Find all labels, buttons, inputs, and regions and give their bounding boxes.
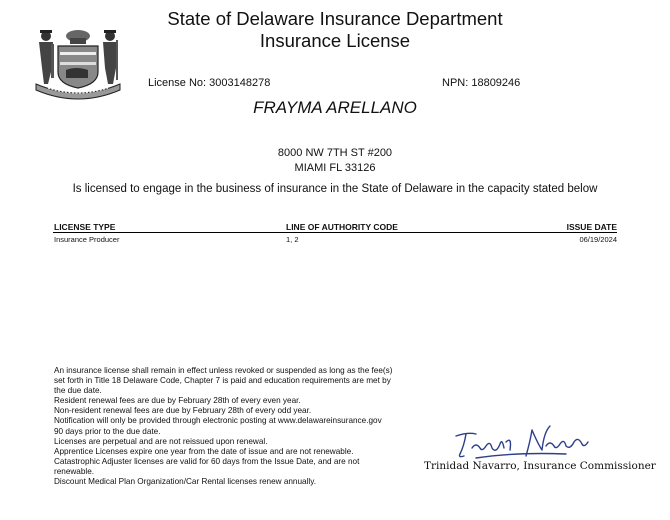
- column-header-line-of-authority: LINE OF AUTHORITY CODE: [286, 222, 398, 232]
- column-header-license-type: LICENSE TYPE: [54, 222, 116, 232]
- note-line: Licenses are perpetual and are not reissued upon renewal.: [54, 436, 268, 446]
- note-line: Catastrophic Adjuster licenses are valid for 60 days from the Issue Date, and are not: [54, 456, 360, 466]
- note-line: Notification will only be provided through electronic posting at www.delawareinsurance.gov: [54, 416, 382, 426]
- license-statement: Is licensed to engage in the business of insurance in the State of Delaware in the capacity stated below: [72, 183, 598, 195]
- note-line: 90 days prior to the due date.: [54, 426, 161, 436]
- license-notes: [54, 366, 424, 487]
- note-line: set forth in Title 18 Delaware Code, Chapter 7 is paid and education requirements are met by: [54, 376, 391, 386]
- note-line: Apprentice Licenses expire one year from the date of issue and are not renewable.: [54, 446, 354, 456]
- licensee-name: FRAYMA ARELLANO: [253, 98, 417, 117]
- note-line: the due date.: [54, 386, 102, 396]
- document-title: State of Delaware Insurance Department: [167, 8, 503, 29]
- note-line: An insurance license shall remain in effect unless revoked or suspended as long as the fee(s): [54, 366, 393, 375]
- note-line: Resident renewal fees are due by February 28th of every even year.: [54, 396, 301, 406]
- commissioner-signature: [446, 418, 596, 464]
- column-header-issue-date: ISSUE DATE: [566, 222, 617, 232]
- npn-number: NPN: 18809246: [442, 77, 521, 89]
- license-number: License No: 3003148278: [148, 77, 271, 89]
- note-line: renewable.: [54, 466, 95, 476]
- address-line-1: 8000 NW 7TH ST #200: [277, 147, 393, 159]
- note-line: Non-resident renewal fees are due by February 28th of every odd year.: [54, 406, 312, 416]
- table-header-rule: [53, 232, 617, 233]
- cell-issue-date: 06/19/2024: [579, 235, 617, 244]
- document-subtitle: Insurance License: [259, 30, 411, 51]
- cell-line-of-authority: 1, 2: [286, 235, 299, 244]
- address-line-2: MIAMI FL 33126: [294, 162, 376, 174]
- signature-caption: Trinidad Navarro, Insurance Commissioner: [424, 460, 656, 472]
- cell-license-type: Insurance Producer: [54, 235, 120, 244]
- note-line: Discount Medical Plan Organization/Car Rental licenses renew annually.: [54, 477, 316, 487]
